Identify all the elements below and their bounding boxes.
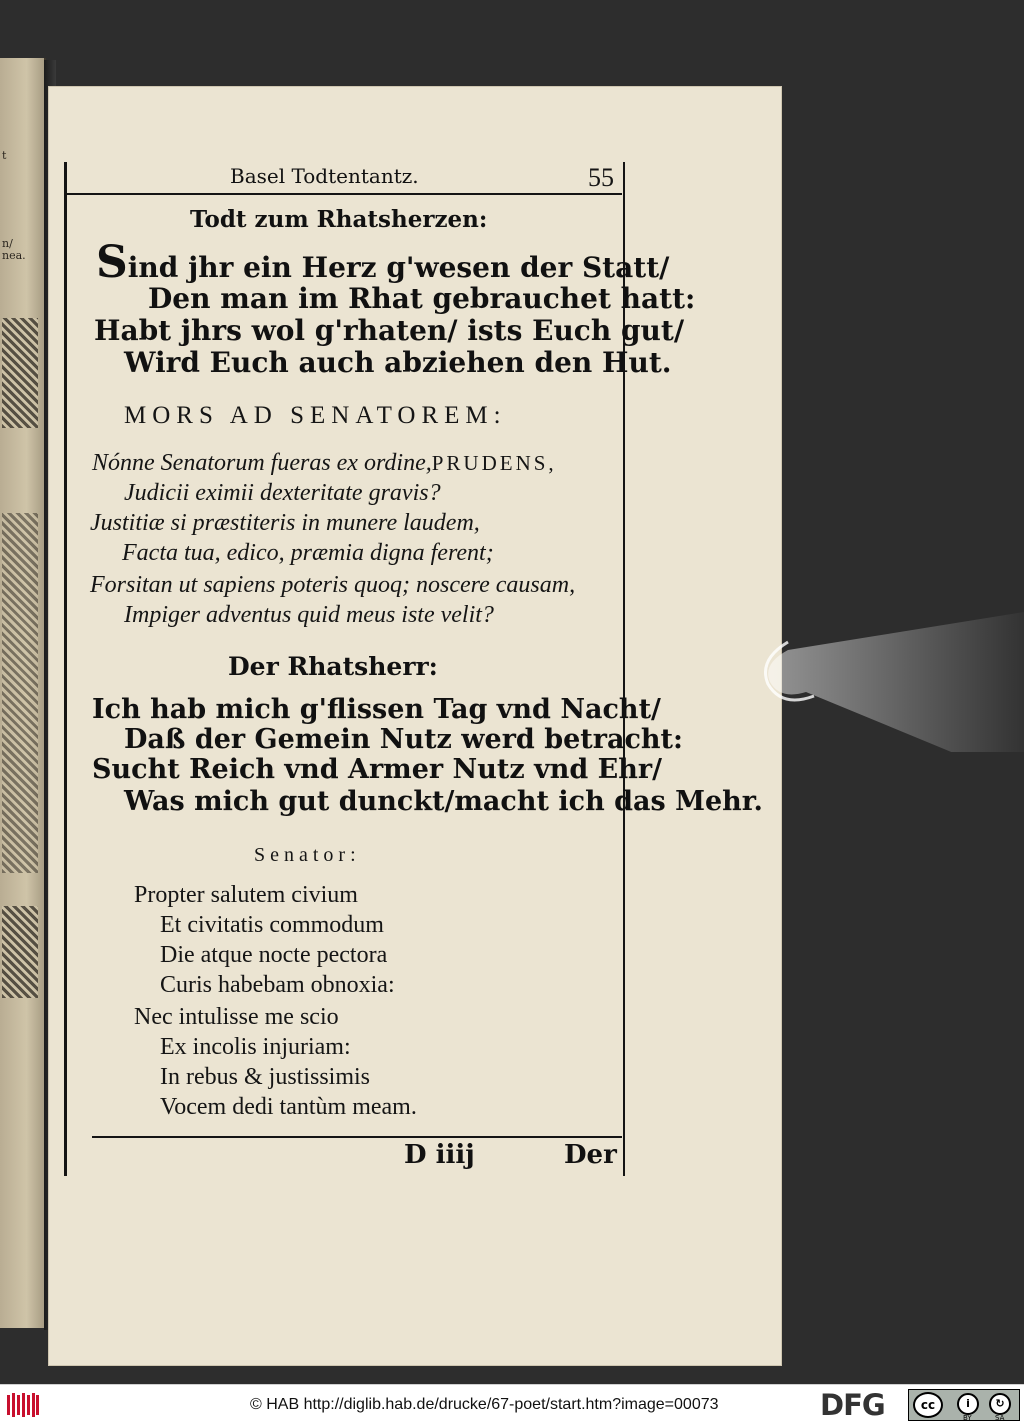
verse-line-smallcaps: PRUDENS, [431,451,557,475]
light-glare [758,612,1024,752]
dfg-logo[interactable]: DFG [820,1388,885,1422]
signature-mark: D iiij [404,1140,475,1170]
verse-line: Facta tua, edico, præmia digna ferent; [122,540,494,566]
running-head: Basel Todtentantz. [230,164,419,188]
verse-line: Wird Euch auch abziehen den Hut. [124,346,672,379]
facing-page-fragment: t [2,149,7,162]
footer-bar [0,1384,1024,1425]
hab-columns-icon[interactable] [6,1392,40,1418]
facing-page-woodcut [2,513,38,873]
verse-line: In rebus & justissimis [160,1064,371,1090]
verse-line: Sucht Reich vnd Armer Nutz vnd Ehr/ [92,754,662,785]
verse-line: Propter salutem civium [134,882,358,908]
verse-line: Ex incolis injuriam: [160,1034,351,1060]
cc-license-badge[interactable] [908,1389,1020,1421]
verse-line: Nec intulisse me scio [134,1004,339,1030]
section-heading-der-rhatsherr: Der Rhatsherr: [228,652,438,681]
verse-line: Impiger adventus quid meus iste velit? [124,602,494,628]
verse-line: Forsitan ut sapiens poteris quoq; noscere causam, [90,572,576,598]
verse-line: Vocem dedi tantùm meam. [160,1094,417,1120]
verse-line: Judicii eximii dexteritate gravis? [124,480,441,506]
catchword: Der [564,1140,617,1170]
verse-line-text: ind jhr ein Herz g'wesen der Statt/ [127,251,670,284]
footer-rule [92,1136,622,1138]
verse-line: Et civitatis commodum [160,912,384,938]
facing-page-ornament [2,906,38,998]
verse-line [96,237,670,288]
by-label: BY [963,1414,972,1422]
section-heading-senator: Senator: [254,844,361,866]
copyright-link[interactable]: © HAB http://diglib.hab.de/drucke/67-poet/start.htm?image=00073 [250,1396,719,1413]
sa-label: SA [995,1414,1005,1422]
drop-cap: S [96,237,128,288]
verse-line: Die atque nocte pectora [160,942,388,968]
facing-page-edge [0,58,46,1328]
facing-page-ornament [2,318,38,428]
verse-line-text: Nónne Senatorum fueras ex ordine, [92,450,432,476]
page-number: 55 [588,163,614,192]
verse-line [92,450,557,477]
by-icon: i [957,1393,979,1415]
cc-icon: cc [913,1392,943,1418]
verse-line: Curis habebam obnoxia: [160,972,395,998]
verse-line: Was mich gut dunckt/macht ich das Mehr. [124,786,763,817]
facing-page-fragment: n/ nea. [2,237,26,262]
verse-line: Daß der Gemein Nutz werd betracht: [124,724,683,755]
section-heading-mors-ad-senatorem: MORS AD SENATOREM: [124,402,507,429]
verse-line: Den man im Rhat gebrauchet hatt: [148,282,696,315]
sa-icon: ↻ [989,1393,1011,1415]
section-heading-death-to-councillor: Todt zum Rhatsherzen: [190,206,488,233]
verse-line: Ich hab mich g'flissen Tag vnd Nacht/ [92,694,661,725]
header-rule [64,193,622,195]
verse-line: Habt jhrs wol g'rhaten/ ists Euch gut/ [94,314,685,347]
verse-line: Justitiæ si præstiteris in munere laudem, [90,510,480,536]
